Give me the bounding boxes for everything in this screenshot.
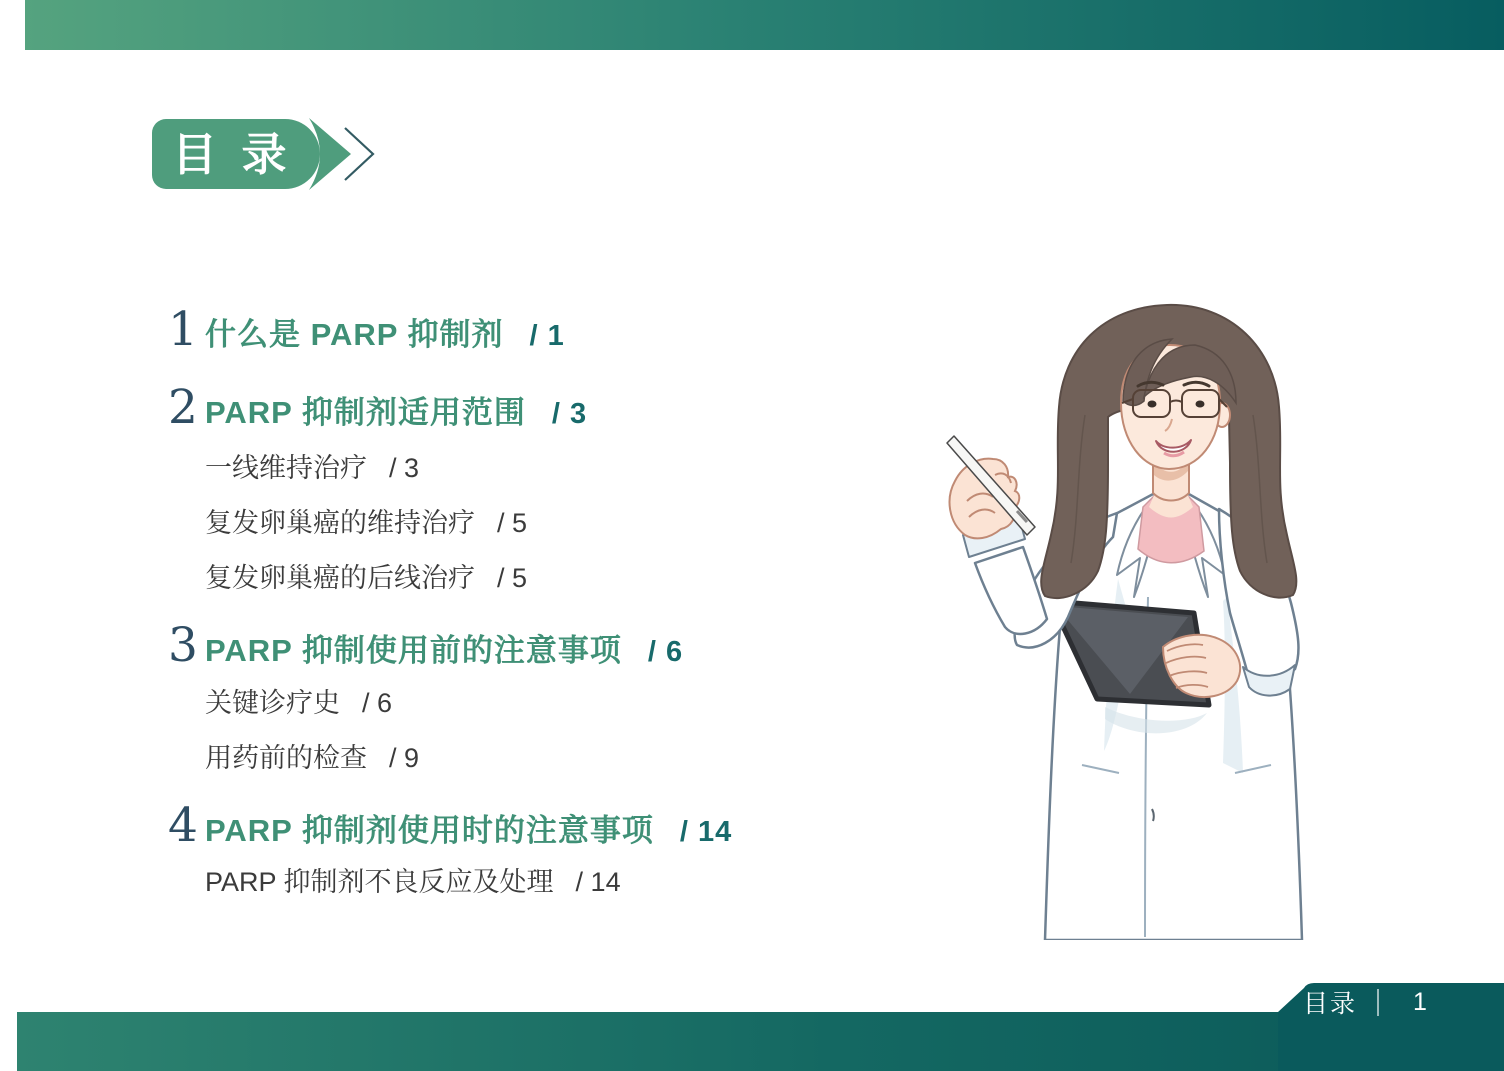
footer-divider (1377, 989, 1379, 1016)
section-title: PARP 抑制使用前的注意事项 (205, 633, 622, 668)
toc-subitem-row (205, 742, 419, 774)
subitem-page-number: / 5 (497, 508, 528, 538)
toc-header-badge (152, 119, 320, 189)
page-title: 目 录 (172, 128, 293, 180)
subitem-page-number: / 6 (362, 688, 393, 718)
section-page-number: / 1 (529, 320, 565, 352)
subitem-title: 用药前的检查 (205, 743, 367, 773)
section-number: 2 (168, 380, 198, 435)
toc-subitem-row (205, 687, 392, 719)
section-number: 4 (168, 798, 198, 853)
subitem-title: 关键诊疗史 (205, 688, 340, 718)
toc-subitem-row (205, 452, 419, 484)
footer-section-label: 目录 (1303, 990, 1358, 1018)
subitem-page-number: / 14 (575, 867, 621, 897)
toc-section-row (168, 302, 565, 357)
subitem-page-number: / 5 (497, 563, 528, 593)
toc-subitem-row (205, 866, 621, 898)
subitem-title: 复发卵巢癌的后线治疗 (205, 563, 475, 593)
eye (1148, 401, 1157, 408)
section-title: 什么是 PARP 抑制剂 (205, 317, 504, 352)
subitem-page-number: / 3 (389, 453, 420, 483)
section-page-number: / 6 (647, 636, 684, 668)
subitem-title: 复发卵巢癌的维持治疗 (205, 508, 475, 538)
section-title: PARP 抑制剂适用范围 (205, 395, 526, 430)
toc-section-row (168, 798, 733, 853)
toc-subitem-row (205, 507, 527, 539)
doctor-hand-with-pen (947, 436, 1035, 538)
section-number: 3 (168, 618, 198, 673)
subitem-page-number: / 9 (389, 743, 420, 773)
eye (1196, 401, 1205, 408)
toc-section-row (168, 618, 684, 673)
subitem-title: 一线维持治疗 (205, 453, 367, 483)
section-number: 1 (168, 302, 198, 357)
footer-pagination (1303, 986, 1427, 1018)
double-chevron-icon (303, 116, 381, 192)
section-page-number: / 14 (679, 816, 733, 848)
subitem-title: PARP 抑制剂不良反应及处理 (205, 867, 554, 897)
toc-section-row (168, 380, 588, 435)
section-page-number: / 3 (551, 398, 588, 430)
toc-subitem-row (205, 562, 527, 594)
section-title: PARP 抑制剂使用时的注意事项 (205, 813, 654, 848)
doctor-illustration (905, 295, 1335, 940)
footer-page-number: 1 (1413, 987, 1427, 1016)
top-accent-bar (25, 0, 1504, 50)
doctor-face (1121, 339, 1236, 469)
